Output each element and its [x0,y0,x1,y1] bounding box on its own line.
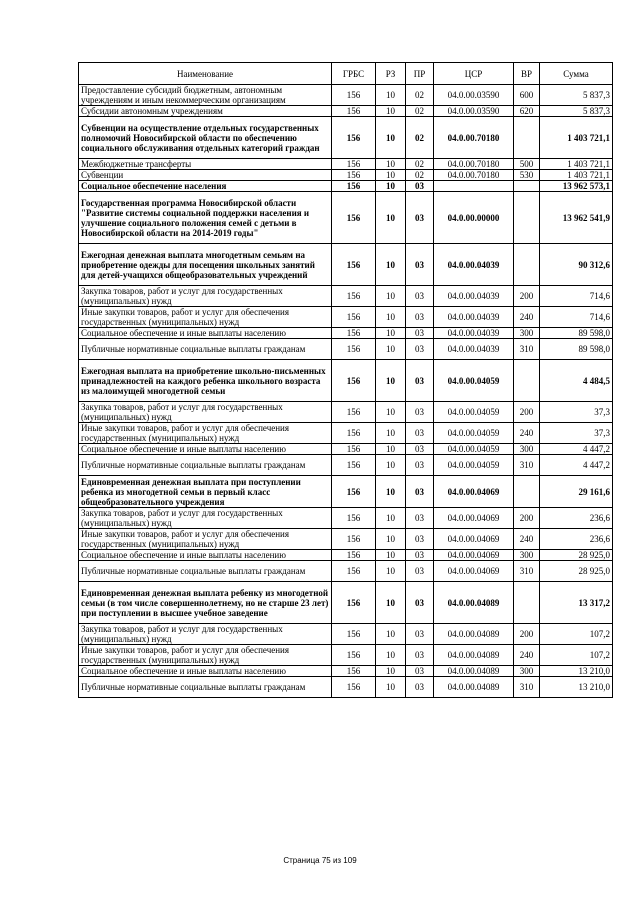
cell-sum: 13 962 541,9 [540,192,613,244]
table-row [79,117,613,159]
cell-name: Социальное обеспечение населения [79,181,332,192]
cell-pr: 02 [406,106,434,117]
cell-grbs: 156 [332,339,376,360]
cell-grbs: 156 [332,550,376,561]
cell-name: Закупка товаров, работ и услуг для государственных (муниципальных) нужд [79,508,332,529]
cell-sum: 1 403 721,1 [540,117,613,159]
cell-sum: 13 210,0 [540,666,613,677]
cell-rz: 10 [376,624,406,645]
cell-vr: 240 [514,529,540,550]
cell-name: Субвенции на осуществление отдельных государственных полномочий Новосибирской области по обеспечению социального обслуживания отдельных категорий граждан [79,117,332,159]
cell-sum: 236,6 [540,529,613,550]
table-row [79,561,613,582]
cell-csr [434,181,514,192]
cell-vr: 600 [514,85,540,106]
cell-grbs: 156 [332,244,376,286]
cell-csr: 04.0.00.00000 [434,192,514,244]
cell-csr: 04.0.00.04089 [434,666,514,677]
cell-pr: 02 [406,85,434,106]
cell-pr: 03 [406,307,434,328]
cell-grbs: 156 [332,159,376,170]
cell-pr: 03 [406,286,434,307]
cell-csr: 04.0.00.04039 [434,307,514,328]
cell-csr: 04.0.00.04069 [434,550,514,561]
cell-pr: 03 [406,550,434,561]
cell-csr: 04.0.00.04069 [434,529,514,550]
cell-vr: 200 [514,624,540,645]
cell-rz: 10 [376,476,406,508]
cell-vr: 200 [514,508,540,529]
cell-csr: 04.0.00.04059 [434,455,514,476]
table-row [79,339,613,360]
table-row [79,423,613,444]
cell-grbs: 156 [332,117,376,159]
cell-grbs: 156 [332,476,376,508]
cell-vr: 310 [514,561,540,582]
cell-name: Публичные нормативные социальные выплаты гражданам [79,561,332,582]
cell-rz: 10 [376,85,406,106]
cell-csr: 04.0.00.04069 [434,561,514,582]
table-row [79,444,613,455]
cell-sum: 13 210,0 [540,677,613,698]
cell-csr: 04.0.00.04089 [434,624,514,645]
page-number: Страница 75 из 109 [283,856,357,865]
header-vr: ВР [514,63,540,85]
cell-sum: 89 598,0 [540,328,613,339]
cell-rz: 10 [376,170,406,181]
cell-vr [514,360,540,402]
cell-sum: 107,2 [540,645,613,666]
cell-pr: 03 [406,339,434,360]
header-grbs: ГРБС [332,63,376,85]
cell-csr: 04.0.00.04089 [434,645,514,666]
cell-grbs: 156 [332,582,376,624]
cell-csr: 04.0.00.04039 [434,286,514,307]
cell-rz: 10 [376,561,406,582]
cell-vr: 240 [514,307,540,328]
cell-rz: 10 [376,339,406,360]
cell-sum: 4 484,5 [540,360,613,402]
cell-name: Иные закупки товаров, работ и услуг для обеспечения государственных (муниципальных) нужд [79,423,332,444]
cell-sum: 4 447,2 [540,455,613,476]
cell-name: Социальное обеспечение и иные выплаты населению [79,666,332,677]
cell-vr: 240 [514,423,540,444]
cell-name: Социальное обеспечение и иные выплаты населению [79,444,332,455]
cell-pr: 03 [406,192,434,244]
cell-pr: 03 [406,624,434,645]
cell-vr: 200 [514,286,540,307]
cell-rz: 10 [376,444,406,455]
cell-pr: 03 [406,328,434,339]
cell-sum: 29 161,6 [540,476,613,508]
cell-rz: 10 [376,244,406,286]
cell-vr: 310 [514,677,540,698]
header-csr: ЦСР [434,63,514,85]
cell-rz: 10 [376,645,406,666]
cell-rz: 10 [376,286,406,307]
cell-pr: 03 [406,666,434,677]
cell-name: Публичные нормативные социальные выплаты гражданам [79,455,332,476]
cell-vr: 300 [514,666,540,677]
cell-csr: 04.0.00.04059 [434,360,514,402]
cell-rz: 10 [376,192,406,244]
cell-name: Социальное обеспечение и иные выплаты населению [79,328,332,339]
table-row [79,244,613,286]
cell-sum: 5 837,3 [540,106,613,117]
table-row [79,159,613,170]
table-row [79,360,613,402]
cell-sum: 4 447,2 [540,444,613,455]
cell-csr: 04.0.00.04089 [434,677,514,698]
cell-grbs: 156 [332,624,376,645]
cell-sum: 37,3 [540,423,613,444]
table-row [79,192,613,244]
cell-rz: 10 [376,159,406,170]
table-row [79,85,613,106]
cell-sum: 5 837,3 [540,85,613,106]
cell-name: Иные закупки товаров, работ и услуг для обеспечения государственных (муниципальных) нужд [79,645,332,666]
cell-rz: 10 [376,550,406,561]
cell-grbs: 156 [332,508,376,529]
cell-vr: 300 [514,328,540,339]
cell-sum: 37,3 [540,402,613,423]
cell-csr: 04.0.00.04069 [434,508,514,529]
cell-name: Единовременная денежная выплата ребенку из многодетной семьи (в том числе совершеннолетнему, но не старше 23 лет) при поступлении в высшее учебное заведение [79,582,332,624]
cell-grbs: 156 [332,106,376,117]
table-row [79,476,613,508]
cell-sum: 1 403 721,1 [540,170,613,181]
budget-table [78,62,613,698]
cell-grbs: 156 [332,181,376,192]
cell-grbs: 156 [332,423,376,444]
cell-grbs: 156 [332,444,376,455]
cell-sum: 13 962 573,1 [540,181,613,192]
cell-sum: 107,2 [540,624,613,645]
table-row [79,666,613,677]
cell-name: Государственная программа Новосибирской области "Развитие системы социальной поддержки населения и улучшение социального положения семей с детьми в Новосибирской области на 2014-2019 годы" [79,192,332,244]
cell-grbs: 156 [332,402,376,423]
cell-grbs: 156 [332,286,376,307]
cell-name: Единовременная денежная выплата при поступлении ребенка из многодетной семьи в первый класс общеобразовательного учреждения [79,476,332,508]
table-row [79,286,613,307]
cell-rz: 10 [376,529,406,550]
table-row [79,529,613,550]
table-row [79,328,613,339]
cell-sum: 236,6 [540,508,613,529]
cell-pr: 03 [406,244,434,286]
cell-sum: 28 925,0 [540,561,613,582]
cell-csr: 04.0.00.03590 [434,85,514,106]
cell-grbs: 156 [332,666,376,677]
cell-pr: 03 [406,508,434,529]
table-row [79,455,613,476]
cell-name: Иные закупки товаров, работ и услуг для обеспечения государственных (муниципальных) нужд [79,529,332,550]
cell-sum: 714,6 [540,307,613,328]
cell-vr [514,244,540,286]
cell-name: Межбюджетные трансферты [79,159,332,170]
cell-pr: 03 [406,423,434,444]
cell-rz: 10 [376,677,406,698]
cell-csr: 04.0.00.70180 [434,170,514,181]
cell-rz: 10 [376,582,406,624]
table-row [79,170,613,181]
header-rz: РЗ [376,63,406,85]
header-sum: Сумма [540,63,613,85]
cell-grbs: 156 [332,561,376,582]
cell-name: Закупка товаров, работ и услуг для государственных (муниципальных) нужд [79,402,332,423]
cell-name: Публичные нормативные социальные выплаты гражданам [79,339,332,360]
cell-rz: 10 [376,360,406,402]
cell-name: Закупка товаров, работ и услуг для государственных (муниципальных) нужд [79,624,332,645]
cell-vr: 240 [514,645,540,666]
cell-name: Иные закупки товаров, работ и услуг для обеспечения государственных (муниципальных) нужд [79,307,332,328]
cell-csr: 04.0.00.04059 [434,444,514,455]
cell-pr: 02 [406,117,434,159]
table-row [79,106,613,117]
cell-pr: 03 [406,455,434,476]
cell-rz: 10 [376,666,406,677]
cell-sum: 90 312,6 [540,244,613,286]
cell-name: Предоставление субсидий бюджетным, автономным учреждениям и иным некоммерческим организациям [79,85,332,106]
cell-sum: 28 925,0 [540,550,613,561]
cell-pr: 03 [406,529,434,550]
cell-grbs: 156 [332,192,376,244]
header-name: Наименование [79,63,332,85]
cell-pr: 03 [406,561,434,582]
cell-grbs: 156 [332,170,376,181]
cell-grbs: 156 [332,360,376,402]
table-row [79,624,613,645]
table-header-row [79,63,613,85]
cell-csr: 04.0.00.04089 [434,582,514,624]
cell-name: Социальное обеспечение и иные выплаты населению [79,550,332,561]
cell-grbs: 156 [332,328,376,339]
table-row [79,645,613,666]
cell-vr [514,117,540,159]
cell-vr [514,192,540,244]
table-row [79,550,613,561]
cell-pr: 03 [406,444,434,455]
cell-csr: 04.0.00.04039 [434,328,514,339]
table-row [79,307,613,328]
cell-csr: 04.0.00.70180 [434,117,514,159]
cell-sum: 1 403 721,1 [540,159,613,170]
cell-name: Ежегодная денежная выплата многодетным семьям на приобретение одежды для посещения школьных занятий для детей-учащихся общеобразовательных учреждений [79,244,332,286]
cell-grbs: 156 [332,645,376,666]
cell-csr: 04.0.00.70180 [434,159,514,170]
cell-vr: 530 [514,170,540,181]
table-row [79,677,613,698]
cell-grbs: 156 [332,455,376,476]
cell-rz: 10 [376,508,406,529]
cell-pr: 03 [406,476,434,508]
cell-rz: 10 [376,423,406,444]
cell-name: Субсидии автономным учреждениям [79,106,332,117]
table-row [79,181,613,192]
cell-grbs: 156 [332,677,376,698]
cell-vr: 200 [514,402,540,423]
cell-name: Субвенции [79,170,332,181]
cell-pr: 02 [406,159,434,170]
cell-rz: 10 [376,181,406,192]
cell-csr: 04.0.00.04059 [434,423,514,444]
cell-name: Закупка товаров, работ и услуг для государственных (муниципальных) нужд [79,286,332,307]
cell-sum: 13 317,2 [540,582,613,624]
cell-csr: 04.0.00.03590 [434,106,514,117]
cell-vr: 310 [514,339,540,360]
cell-vr: 300 [514,444,540,455]
table-row [79,508,613,529]
cell-rz: 10 [376,106,406,117]
cell-csr: 04.0.00.04059 [434,402,514,423]
cell-grbs: 156 [332,529,376,550]
table-row [79,402,613,423]
cell-csr: 04.0.00.04039 [434,339,514,360]
header-pr: ПР [406,63,434,85]
cell-rz: 10 [376,455,406,476]
cell-grbs: 156 [332,307,376,328]
cell-csr: 04.0.00.04039 [434,244,514,286]
cell-pr: 03 [406,582,434,624]
cell-pr: 03 [406,677,434,698]
cell-vr [514,476,540,508]
cell-sum: 89 598,0 [540,339,613,360]
table-row [79,582,613,624]
cell-vr: 500 [514,159,540,170]
cell-vr [514,181,540,192]
cell-pr: 03 [406,181,434,192]
cell-rz: 10 [376,117,406,159]
cell-csr: 04.0.00.04069 [434,476,514,508]
cell-vr: 310 [514,455,540,476]
cell-pr: 03 [406,645,434,666]
cell-pr: 03 [406,360,434,402]
cell-rz: 10 [376,307,406,328]
cell-grbs: 156 [332,85,376,106]
cell-pr: 02 [406,170,434,181]
cell-vr [514,582,540,624]
cell-vr: 620 [514,106,540,117]
cell-name: Ежегодная выплата на приобретение школьно-письменных принадлежностей на каждого ребенка школьного возраста из малоимущей многодетной семьи [79,360,332,402]
cell-rz: 10 [376,402,406,423]
cell-vr: 300 [514,550,540,561]
cell-sum: 714,6 [540,286,613,307]
cell-name: Публичные нормативные социальные выплаты гражданам [79,677,332,698]
cell-rz: 10 [376,328,406,339]
cell-pr: 03 [406,402,434,423]
